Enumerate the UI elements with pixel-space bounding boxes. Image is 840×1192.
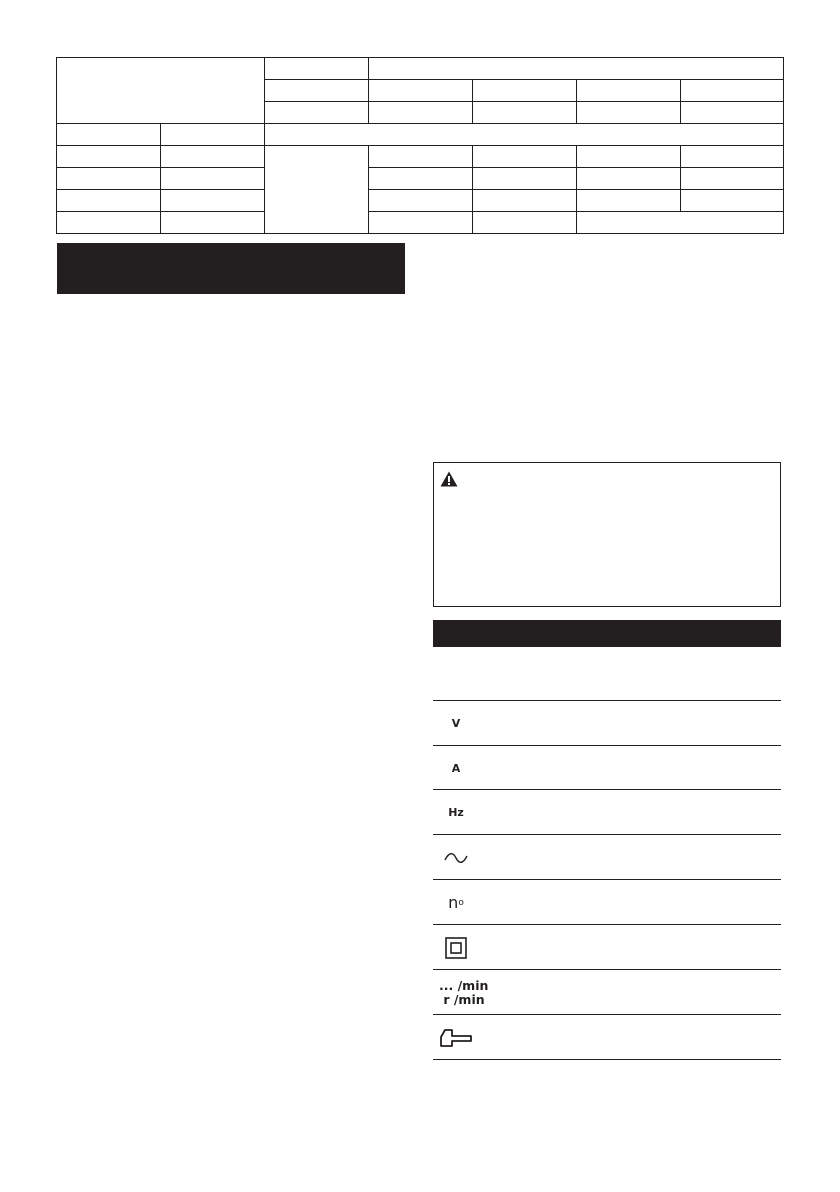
symbol-row-header	[433, 655, 781, 701]
symbol-row-class-ii	[433, 925, 781, 970]
table-row	[57, 212, 784, 234]
warning-triangle-icon	[440, 471, 458, 487]
ampere-symbol-icon: A	[451, 761, 461, 775]
volt-symbol-icon: V	[451, 717, 461, 730]
table-cell	[265, 58, 369, 80]
no-load-speed-symbol-icon	[433, 880, 479, 925]
table-cell	[577, 146, 681, 168]
table-cell	[681, 190, 784, 212]
table-cell	[473, 168, 577, 190]
section-heading-text	[57, 243, 405, 275]
symbols-heading-bar	[433, 620, 781, 647]
table-cell	[577, 190, 681, 212]
table-row	[57, 146, 784, 168]
table-cell	[369, 80, 473, 102]
table-cell	[577, 212, 784, 234]
table-cell	[369, 102, 473, 124]
table-cell	[161, 168, 265, 190]
table-cell	[161, 124, 265, 146]
symbol-row-no-load-speed	[433, 880, 781, 925]
alternating-current-symbol-icon	[433, 835, 479, 880]
symbol-row-ampere	[433, 746, 781, 790]
table-cell	[577, 80, 681, 102]
table-cell	[473, 146, 577, 168]
no-load-speed-subscript: o	[458, 897, 464, 908]
table-cell	[369, 146, 473, 168]
table-cell	[681, 168, 784, 190]
hertz-symbol-icon: Hz	[448, 806, 464, 819]
table-cell	[369, 212, 473, 234]
table-cell	[473, 80, 577, 102]
table-cell	[473, 102, 577, 124]
symbol-row-rpm	[433, 970, 781, 1015]
table-row	[57, 58, 784, 80]
table-cell	[473, 190, 577, 212]
table-cell	[577, 102, 681, 124]
hammer-action-symbol-icon	[433, 1015, 479, 1060]
table-cell	[57, 212, 161, 234]
table-cell	[161, 146, 265, 168]
table-cell	[265, 146, 369, 234]
table-row	[57, 190, 784, 212]
class-ii-construction-symbol-icon	[433, 925, 479, 970]
table-cell	[369, 168, 473, 190]
no-load-speed-glyph: n	[448, 893, 459, 912]
table-cell	[265, 102, 369, 124]
symbols-heading-text	[433, 620, 781, 632]
symbol-row-hertz	[433, 790, 781, 835]
table-cell	[577, 168, 681, 190]
table-row	[57, 168, 784, 190]
table-cell	[57, 168, 161, 190]
revolutions-per-minute-symbol-icon: ... /min r /min	[439, 977, 489, 1007]
table-cell	[57, 190, 161, 212]
table-cell	[57, 146, 161, 168]
table-cell	[681, 146, 784, 168]
symbol-row-hammer-action	[433, 1015, 781, 1060]
table-row	[57, 124, 784, 146]
table-cell	[57, 124, 161, 146]
table-cell	[265, 124, 784, 146]
section-heading-bar	[57, 243, 405, 294]
table-cell	[681, 102, 784, 124]
table-cell	[161, 190, 265, 212]
table-cell	[265, 80, 369, 102]
table-cell	[473, 212, 577, 234]
symbol-row-alternating-current	[433, 835, 781, 880]
table-cell	[369, 58, 784, 80]
table-cell	[57, 58, 265, 124]
warning-box	[433, 462, 781, 607]
symbol-row-volt	[433, 701, 781, 746]
table-cell	[681, 80, 784, 102]
table-cell	[161, 212, 265, 234]
specifications-table	[56, 57, 784, 234]
table-cell	[369, 190, 473, 212]
